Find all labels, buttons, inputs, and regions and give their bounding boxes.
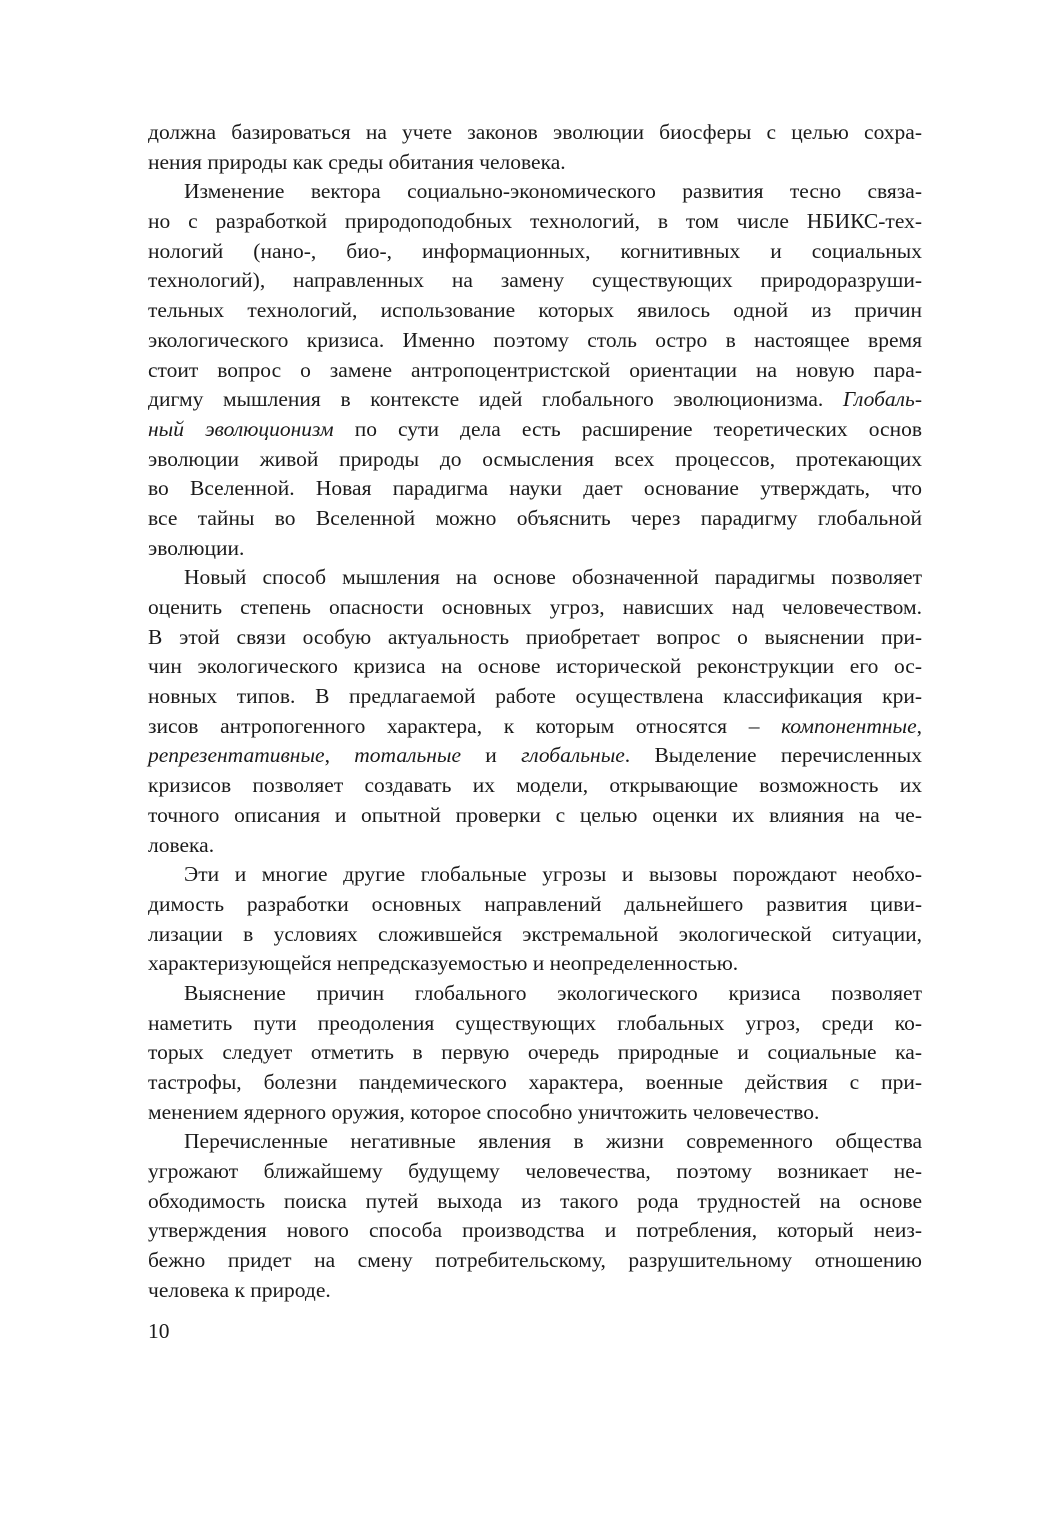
text-line bbox=[148, 296, 922, 326]
italic-text: репрезентативные bbox=[148, 743, 325, 768]
text-line bbox=[148, 801, 922, 831]
text-line bbox=[148, 860, 922, 890]
text-run: тастрофы, болезни пандемического характера, военные действия с при- bbox=[148, 1070, 922, 1094]
italic-text: ный эволюционизм bbox=[148, 416, 334, 441]
text-line bbox=[148, 266, 922, 296]
text-line bbox=[148, 326, 922, 356]
text-run: стоит вопрос о замене антропоцентристской ориентации на новую пара- bbox=[148, 357, 922, 382]
italic-text: Глобаль- bbox=[842, 387, 922, 412]
text-line bbox=[148, 1187, 922, 1217]
italic-text: глобальные bbox=[521, 743, 625, 768]
text-run: угрожают ближайшему будущему человечества, поэтому возникает не- bbox=[148, 1159, 922, 1184]
text-run: нологий (нано-, био-, информационных, когнитивных и социальных bbox=[148, 238, 922, 263]
paragraph bbox=[148, 1127, 922, 1305]
text-run: обходимость поиска путей выхода из такого рода трудностей на основе bbox=[148, 1188, 922, 1213]
text-line bbox=[148, 890, 922, 920]
text-line bbox=[148, 1009, 922, 1039]
text-run: должна базироваться на учете законов эволюции биосферы с целью сохра- bbox=[148, 120, 922, 144]
text-run: Изменение вектора социально-экономического развития тесно связа- bbox=[184, 179, 922, 204]
text-run: торых следует отметить в первую очередь природные и социальные ка- bbox=[148, 1040, 922, 1065]
text-line bbox=[148, 445, 922, 475]
text-run: бежно придет на смену потребительскому, разрушительному отношению bbox=[148, 1248, 922, 1273]
text-run: В этой связи особую актуальность приобретает вопрос о выяснении при- bbox=[148, 624, 922, 649]
text-line bbox=[148, 474, 922, 504]
text-run: и bbox=[461, 743, 522, 768]
text-run: технологий), направленных на замену существующих природоразруши- bbox=[148, 268, 922, 293]
paragraph bbox=[148, 860, 922, 979]
text-line bbox=[148, 593, 922, 623]
text-line bbox=[148, 712, 922, 742]
text-line bbox=[148, 237, 922, 267]
text-run: дигму мышления в контексте идей глобального эволюционизма. bbox=[148, 387, 843, 412]
text-run: менением ядерного оружия, которое способно уничтожить человечество. bbox=[148, 1099, 820, 1124]
italic-text: тотальные bbox=[354, 743, 461, 768]
text-line bbox=[148, 741, 922, 771]
text-line bbox=[148, 177, 922, 207]
text-line bbox=[148, 1068, 922, 1098]
text-line bbox=[148, 1038, 922, 1068]
text-line bbox=[148, 148, 922, 178]
text-run: Новый способ мышления на основе обозначенной парадигмы позволяет bbox=[184, 565, 922, 590]
text-line bbox=[148, 385, 922, 415]
text-run: по сути дела есть расширение теоретических основ bbox=[333, 416, 922, 441]
text-line bbox=[148, 949, 922, 979]
text-line bbox=[148, 682, 922, 712]
text-line bbox=[148, 534, 922, 564]
text-run: , bbox=[324, 743, 355, 768]
paragraph bbox=[148, 118, 922, 177]
text-line bbox=[148, 563, 922, 593]
text-line bbox=[148, 356, 922, 386]
text-run: точного описания и опытной проверки с целью оценки их влияния на че- bbox=[148, 802, 922, 827]
text-run: Выяснение причин глобального экологического кризиса позволяет bbox=[184, 980, 922, 1005]
text-run: характеризующейся непредсказуемостью и неопределенностью. bbox=[148, 951, 739, 976]
text-line bbox=[148, 1276, 922, 1306]
text-run: нения природы как среды обитания человека. bbox=[148, 149, 566, 174]
text-line bbox=[148, 623, 922, 653]
text-line bbox=[148, 771, 922, 801]
text-run: лизации в условиях сложившейся экстремальной экологической ситуации, bbox=[148, 921, 922, 946]
paragraph bbox=[148, 177, 922, 563]
paragraph bbox=[148, 979, 922, 1127]
text-run: новных типов. В предлагаемой работе осуществлена классификация кри- bbox=[148, 684, 922, 709]
text-run: Перечисленные негативные явления в жизни современного общества bbox=[184, 1129, 922, 1154]
text-line bbox=[148, 1157, 922, 1187]
text-run: Эти и многие другие глобальные угрозы и вызовы порождают необхо- bbox=[184, 862, 922, 887]
paragraph bbox=[148, 563, 922, 860]
text-line bbox=[148, 652, 922, 682]
text-line bbox=[148, 118, 922, 148]
text-run: зисов антропогенного характера, к которым относятся – bbox=[148, 713, 782, 738]
text-run: ловека. bbox=[148, 832, 215, 857]
text-line bbox=[148, 415, 922, 445]
text-run: димость разработки основных направлений дальнейшего развития циви- bbox=[148, 891, 922, 916]
text-run: эволюции. bbox=[148, 535, 245, 560]
text-line bbox=[148, 831, 922, 861]
text-run: утверждения нового способа производства и потребления, который неиз- bbox=[148, 1218, 922, 1243]
text-run: тельных технологий, использование которых явилось одной из причин bbox=[148, 298, 922, 323]
text-run: во Вселенной. Новая парадигма науки дает основание утверждать, что bbox=[148, 476, 922, 501]
italic-text: компонентные bbox=[781, 713, 917, 738]
text-run: эволюции живой природы до осмысления всех процессов, протекающих bbox=[148, 446, 922, 471]
text-run: оценить степень опасности основных угроз, нависших над человечеством. bbox=[148, 595, 922, 619]
text-run: . Выделение перечисленных bbox=[624, 743, 922, 768]
text-line bbox=[148, 1098, 922, 1128]
page-number: 10 bbox=[148, 1319, 170, 1343]
text-run: экологического кризиса. Именно поэтому столь остро в настоящее время bbox=[148, 327, 922, 352]
text-line bbox=[148, 207, 922, 237]
text-line bbox=[148, 979, 922, 1009]
text-run: чин экологического кризиса на основе исторической реконструкции его ос- bbox=[148, 654, 922, 679]
text-run: , bbox=[916, 713, 922, 738]
text-line bbox=[148, 1127, 922, 1157]
text-line bbox=[148, 920, 922, 950]
text-run: все тайны во Вселенной можно объяснить через парадигму глобальной bbox=[148, 505, 922, 530]
page-body bbox=[148, 118, 922, 1306]
text-line bbox=[148, 504, 922, 534]
text-run: человека к природе. bbox=[148, 1277, 331, 1302]
text-run: кризисов позволяет создавать их модели, открывающие возможность их bbox=[148, 773, 922, 798]
text-run: но с разработкой природоподобных технологий, в том числе НБИКС-тех- bbox=[148, 209, 922, 234]
text-run: наметить пути преодоления существующих глобальных угроз, среди ко- bbox=[148, 1010, 922, 1035]
text-line bbox=[148, 1246, 922, 1276]
text-line bbox=[148, 1216, 922, 1246]
